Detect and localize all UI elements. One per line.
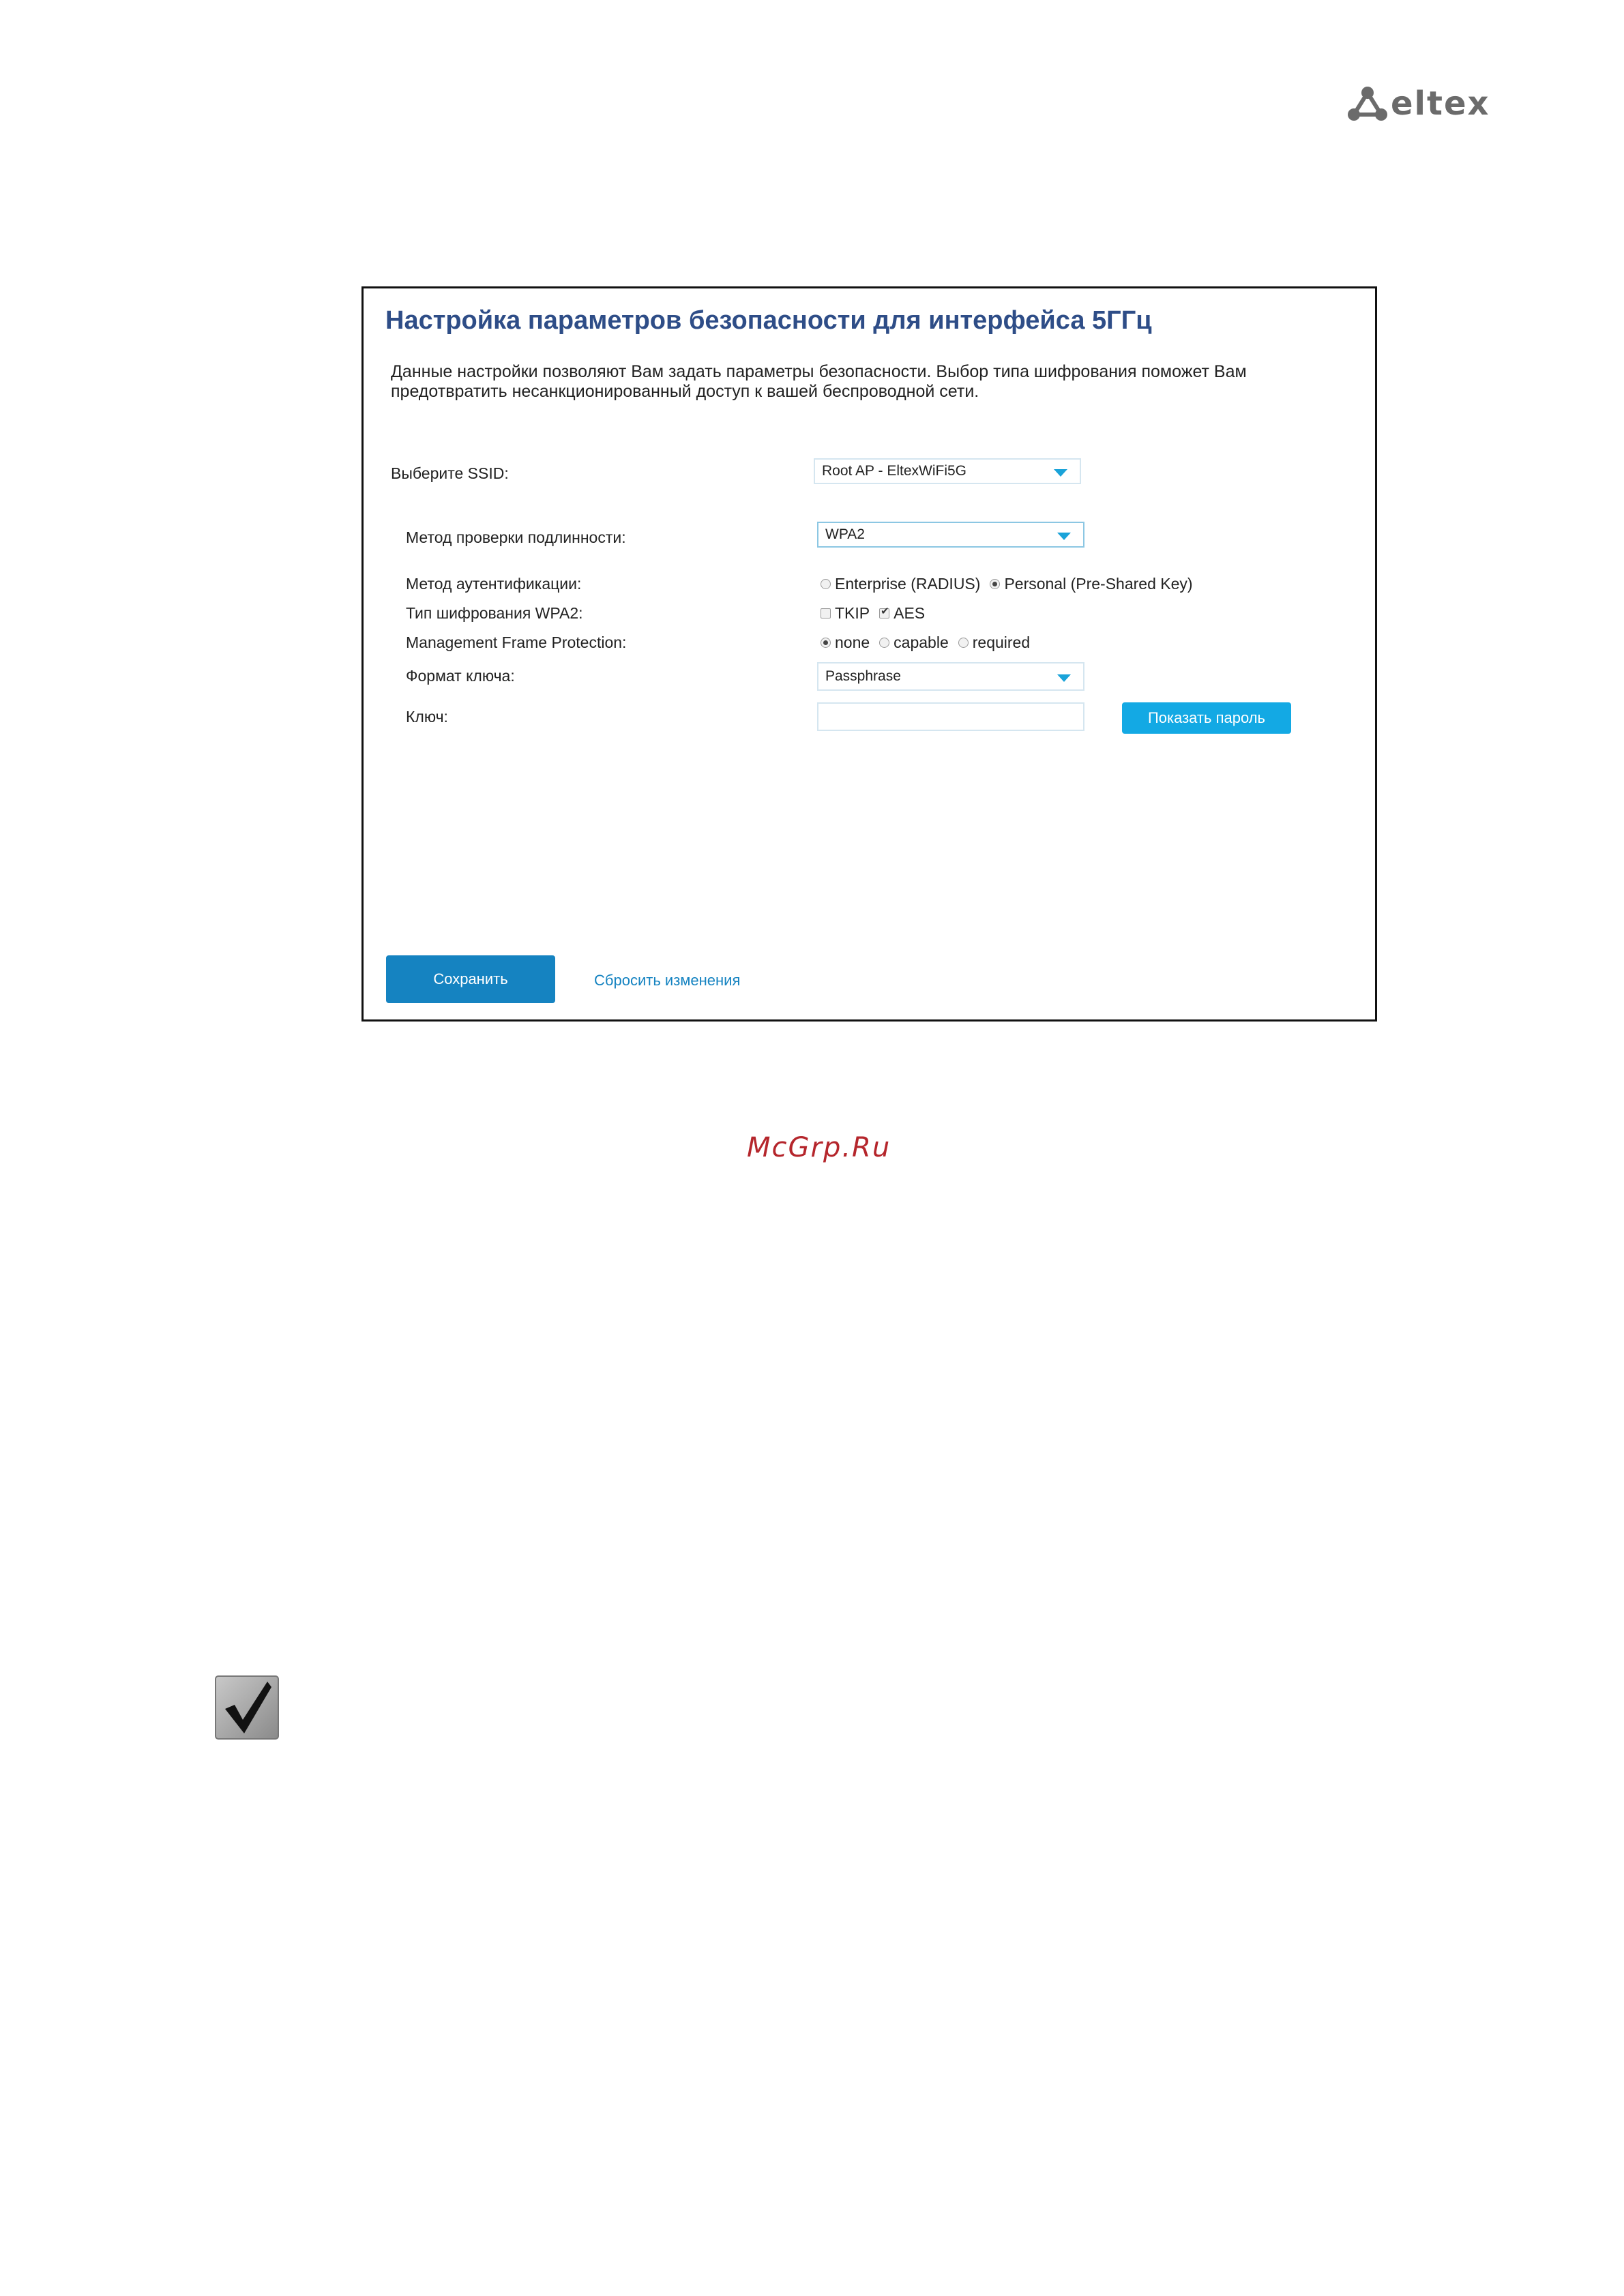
security-settings-panel [361,286,1377,1022]
auth-method-label: Метод аутентификации: [406,575,582,593]
key-format-label: Формат ключа: [406,667,515,685]
auth-check-select-value: WPA2 [825,526,865,542]
watermark-text: McGrp.Ru [747,1132,891,1163]
mfp-label: Management Frame Protection: [406,633,627,651]
key-input[interactable] [817,702,1084,731]
cipher-checkbox-tkip[interactable] [821,608,831,618]
mfp-radio-capable[interactable] [879,638,889,648]
key-label: Ключ: [406,708,448,726]
eltex-logo-icon [1347,85,1388,123]
save-button[interactable]: Сохранить [386,955,555,1003]
mfp-option-label: required [972,633,1031,651]
cipher-option-label: AES [894,604,926,622]
chevron-down-icon [1057,533,1071,540]
mfp-radio-none[interactable] [821,638,831,648]
key-format-select[interactable] [817,662,1084,691]
show-password-button[interactable]: Показать пароль [1122,702,1291,734]
cipher-checkbox-aes[interactable] [879,608,889,618]
auth-method-option-label: Enterprise (RADIUS) [835,575,981,593]
wpa2-cipher-label: Тип шифрования WPA2: [406,604,583,622]
wpa2-cipher-options [821,604,925,623]
page-title: Настройка параметров безопасности для интерфейса 5ГГц [385,306,1152,335]
auth-method-option-label: Personal (Pre-Shared Key) [1004,575,1193,593]
intro-text: Данные настройки позволяют Вам задать параметры безопасности. Выбор типа шифрования поможет Вам предотвратить несанкционированный доступ к вашей беспроводной сети. [391,362,1247,401]
ssid-select-value: Root AP - EltexWiFi5G [822,463,967,479]
auth-method-radio-enterprise[interactable] [821,579,831,589]
auth-method-options [821,575,1193,593]
cipher-option-label: TKIP [835,604,870,622]
ssid-label: Выберите SSID: [391,464,509,482]
mfp-radio-required[interactable] [958,638,969,648]
eltex-logo [1347,83,1511,124]
chevron-down-icon [1057,674,1071,682]
key-format-select-value: Passphrase [825,668,901,684]
logo-text: eltex [1391,85,1490,123]
chevron-down-icon [1054,469,1067,477]
auth-check-label: Метод проверки подлинности: [406,528,626,546]
auth-check-select[interactable] [817,522,1084,548]
mfp-options [821,633,1030,652]
auth-method-radio-personal[interactable] [990,579,1000,589]
mfp-option-label: none [835,633,870,651]
ssid-select[interactable] [814,458,1081,484]
reset-changes-link[interactable]: Сбросить изменения [594,972,741,989]
mfp-option-label: capable [894,633,949,651]
checkmark-icon [214,1675,280,1740]
